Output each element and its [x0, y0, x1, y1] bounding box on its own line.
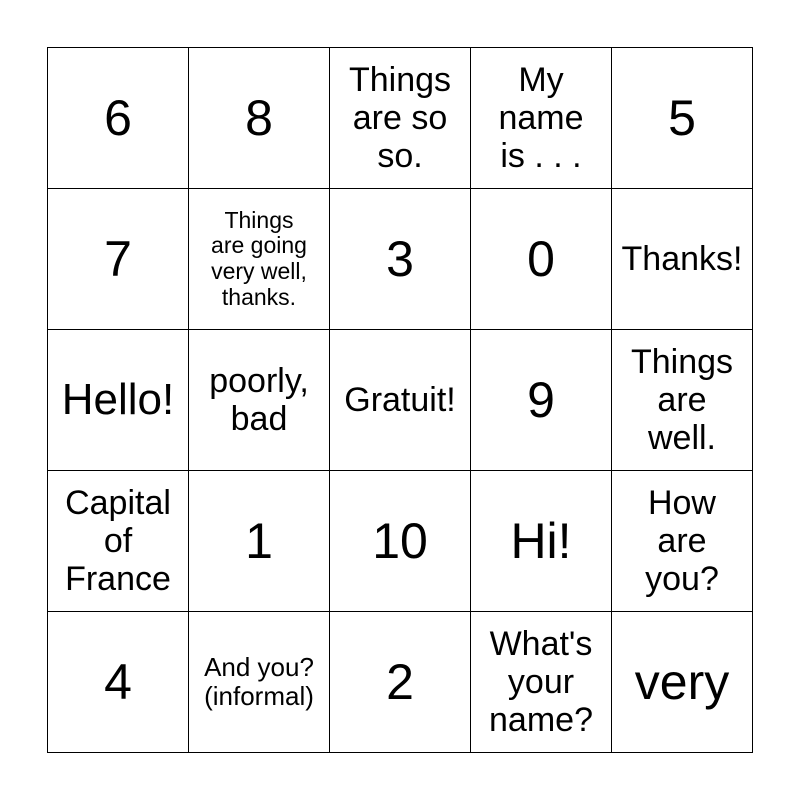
bingo-cell[interactable]: 9	[471, 330, 612, 471]
bingo-cell[interactable]: 6	[48, 48, 189, 189]
bingo-cell[interactable]: 5	[612, 48, 753, 189]
bingo-board	[47, 47, 753, 753]
bingo-cell[interactable]: 3	[330, 189, 471, 330]
bingo-cell[interactable]: very	[612, 612, 753, 753]
bingo-cell[interactable]: Thanks!	[612, 189, 753, 330]
bingo-cell[interactable]: Things are so so.	[330, 48, 471, 189]
bingo-cell[interactable]: And you? (informal)	[189, 612, 330, 753]
bingo-cell[interactable]: Hi!	[471, 471, 612, 612]
bingo-cell[interactable]: poorly, bad	[189, 330, 330, 471]
bingo-cell[interactable]: Gratuit!	[330, 330, 471, 471]
bingo-cell[interactable]: Hello!	[48, 330, 189, 471]
bingo-cell[interactable]: 10	[330, 471, 471, 612]
bingo-cell[interactable]: How are you?	[612, 471, 753, 612]
bingo-cell[interactable]: 0	[471, 189, 612, 330]
bingo-cell[interactable]: Things are going very well, thanks.	[189, 189, 330, 330]
bingo-cell[interactable]: 2	[330, 612, 471, 753]
bingo-cell[interactable]: 4	[48, 612, 189, 753]
bingo-cell[interactable]: My name is . . .	[471, 48, 612, 189]
bingo-cell[interactable]: What's your name?	[471, 612, 612, 753]
bingo-cell[interactable]: Capital of France	[48, 471, 189, 612]
bingo-cell[interactable]: 8	[189, 48, 330, 189]
bingo-cell[interactable]: Things are well.	[612, 330, 753, 471]
bingo-cell[interactable]: 7	[48, 189, 189, 330]
bingo-cell[interactable]: 1	[189, 471, 330, 612]
